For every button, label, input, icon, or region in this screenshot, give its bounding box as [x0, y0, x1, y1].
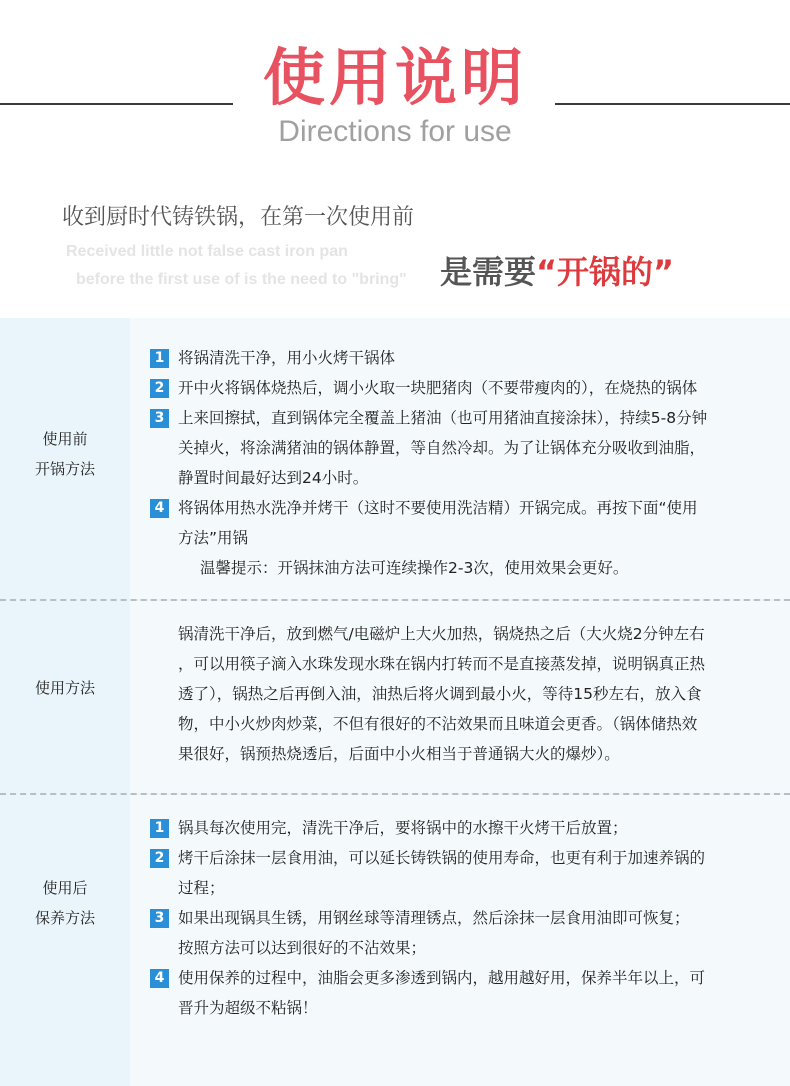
paragraph-line: 果很好，锅预热烧透后，后面中小火相当于普通锅大火的爆炒）。 — [178, 745, 620, 763]
section-label-cell — [0, 318, 130, 599]
step-text-line: 关掉火，将涂满猪油的锅体静置，等自然冷却。为了让锅体充分吸收到油脂， — [178, 439, 706, 457]
step-text-line: 锅具每次使用完，清洗干净后，要将锅中的水擦干火烤干后放置； — [178, 819, 628, 837]
step-text-line: 使用保养的过程中，油脂会更多渗透到锅内，越用越好用，保养半年以上，可 — [178, 969, 706, 987]
step-text-line: 方法”用锅 — [178, 529, 249, 547]
intro-english-line-2: before the first use of is the need to "bring" — [76, 271, 407, 288]
step-number-badge: 1 — [150, 349, 169, 368]
section-usage — [0, 601, 790, 793]
step-number-badge: 2 — [150, 849, 169, 868]
step-text-line: 如果出现锅具生锈，用钢丝球等清理锈点，然后涂抹一层食用油即可恢复； — [178, 909, 690, 927]
section-content-cell — [130, 795, 790, 1086]
step-text-line: 静置时间最好达到24小时。 — [178, 469, 369, 487]
step-text-line: 按照方法可以达到很好的不沾效果； — [178, 939, 427, 957]
step-text-line: 将锅清洗干净，用小火烤干锅体 — [178, 349, 396, 367]
section-label-cell — [0, 795, 130, 1086]
paragraph-line: 透了），锅热之后再倒入油，油热后将火调到最小火，等待15秒左右，放入食 — [178, 685, 702, 703]
step-number-badge: 3 — [150, 909, 169, 928]
step-text-line: 过程； — [178, 879, 225, 897]
section-content-cell — [130, 318, 790, 599]
step-text-line: 晋升为超级不粘锅！ — [178, 999, 318, 1017]
paragraph-line: 锅清洗干净后，放到燃气/电磁炉上大火加热，锅烧热之后（大火烧2分钟左右 — [178, 625, 705, 643]
intro-english-line-1: Received little not false cast iron pan — [66, 243, 348, 260]
section-before-use — [0, 318, 790, 599]
page-title: 使用说明 — [262, 41, 527, 114]
intro-line: 收到厨时代铸铁锅，在第一次使用前 — [62, 205, 415, 230]
intro-need-text — [440, 250, 674, 294]
step-number-badge: 4 — [150, 499, 169, 518]
header — [0, 0, 790, 318]
section-after-use — [0, 795, 790, 1086]
page-subtitle: Directions for use — [278, 115, 512, 148]
step-text-line: 开中火将锅体烧热后，调小火取一块肥猪肉（不要带瘦肉的），在烧热的锅体 — [178, 379, 698, 397]
tip-text: 温馨提示：开锅抹油方法可连续操作2-3次，使用效果会更好。 — [200, 559, 629, 577]
step-text-line: 将锅体用热水洗净并烤干（这时不要使用洗洁精）开锅完成。再按下面“使用 — [178, 499, 698, 517]
section-label-line: 保养方法 — [34, 909, 95, 927]
need-prefix: 是需要 — [440, 253, 537, 291]
section-label-line: 使用后 — [42, 879, 88, 897]
step-number-badge: 3 — [150, 409, 169, 428]
section-label-line: 使用前 — [42, 430, 88, 448]
section-label-line: 开锅方法 — [34, 460, 95, 478]
need-highlight: “开锅的” — [536, 253, 675, 291]
instructions-table — [0, 318, 790, 1086]
step-number-badge: 2 — [150, 379, 169, 398]
step-number-badge: 4 — [150, 969, 169, 988]
section-content-cell — [130, 601, 790, 793]
step-number-badge: 1 — [150, 819, 169, 838]
step-text-line: 上来回擦拭，直到锅体完全覆盖上猪油（也可用猪油直接涂抹），持续5-8分钟 — [178, 409, 708, 427]
step-text-line: 烤干后涂抹一层食用油，可以延长铸铁锅的使用寿命，也更有利于加速养锅的 — [178, 849, 706, 867]
section-label-line: 使用方法 — [34, 679, 95, 697]
section-label-cell — [0, 601, 130, 793]
paragraph-line: 物，中小火炒肉炒菜，不但有很好的不沾效果而且味道会更香。（锅体储热效 — [178, 715, 698, 733]
paragraph-line: ，可以用筷子滴入水珠发现水珠在锅内打转而不是直接蒸发掉，说明锅真正热 — [178, 655, 706, 673]
